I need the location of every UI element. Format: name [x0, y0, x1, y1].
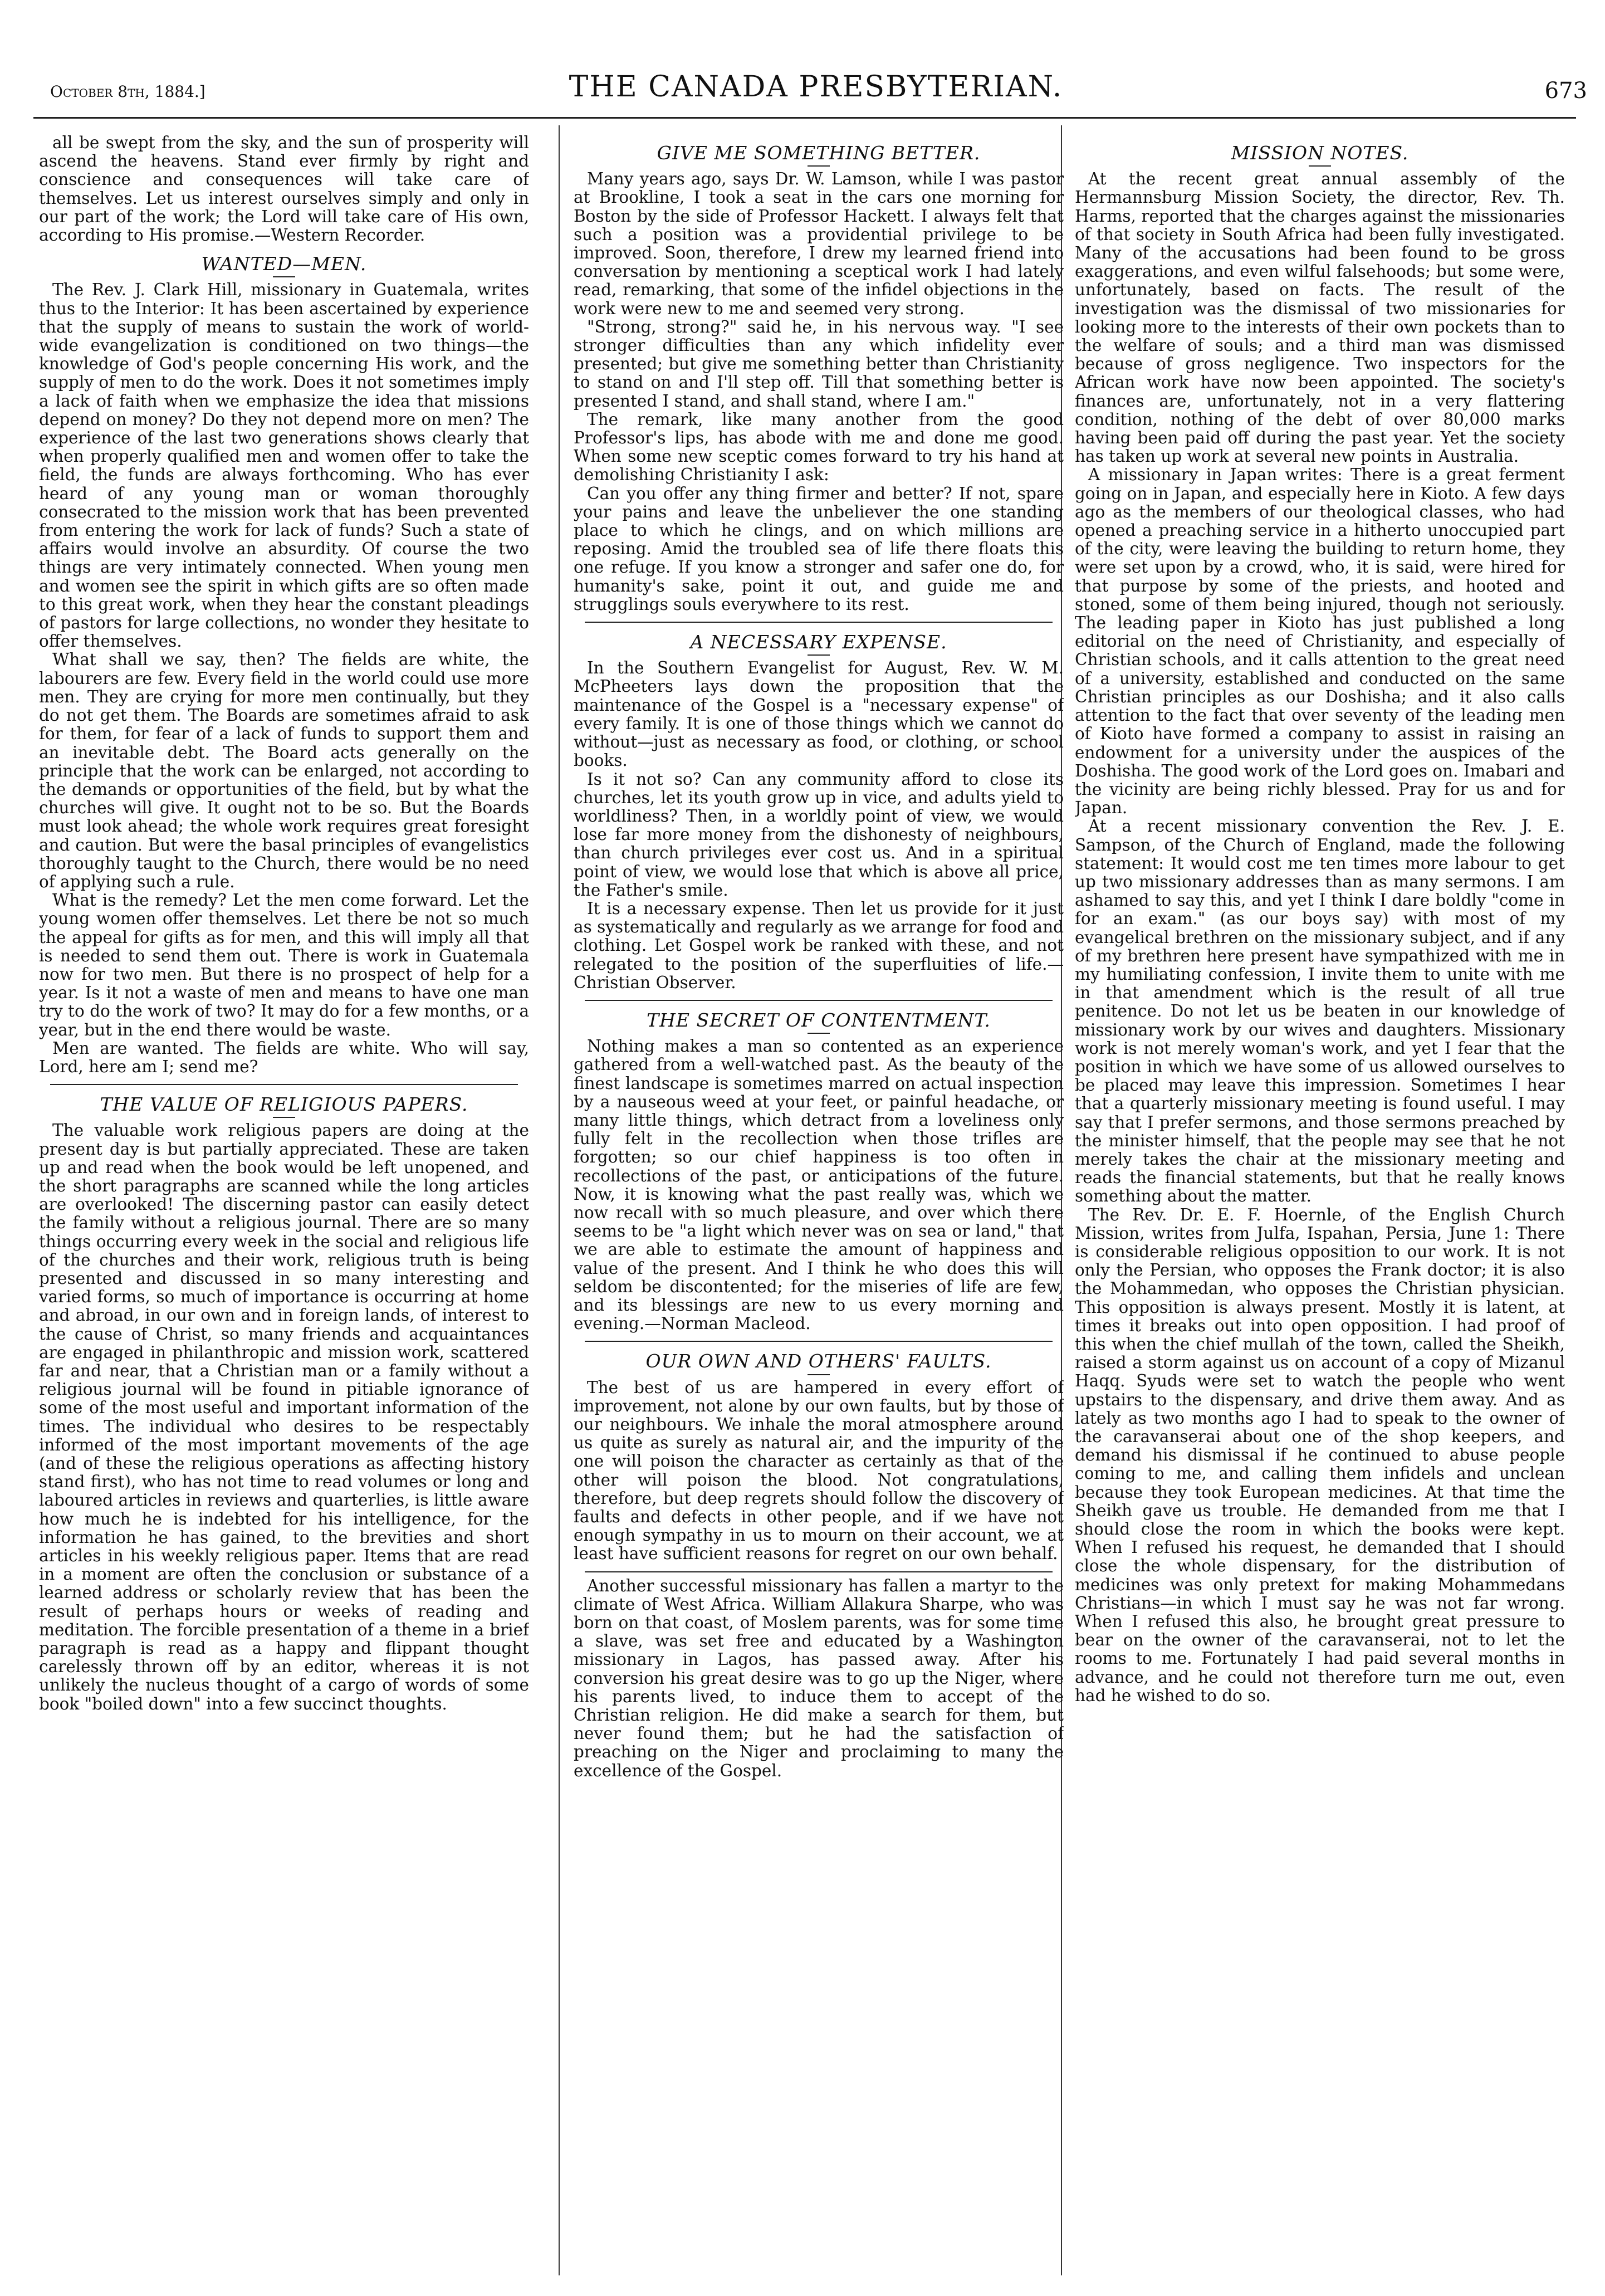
- article-paragraph: What is the remedy? Let the men come forward. Let the young women offer themselves. Let there be not so much the appeal for gifts as for men, and this will imply all that is needed to send them out. There is work in Guatemala now for two men. But there is no prospect of help for a year. Is it not a waste of men and means to have one man try to do the work of two? It may do for a few months, or a year, but in the end there would be waste.: [39, 891, 529, 1039]
- column-middle: [574, 134, 1064, 2267]
- article-paragraph: Nothing makes a man so contented as an experience gathered from a well-watched past. As the beauty of the finest landscape is sometimes marred on actual inspection by a nauseous weed at your feet, or painful headache, or many little things, which detract from a loveliness only fully felt in the recollection when those trifles are forgotten; so our chief happiness is too often in recollections of the past, or anticipations of the future. Now, it is knowing what the past really was, which we now recall with so much pleasure, and over which there seems to be "a light which never was on sea or land," that we are able to estimate the amount of happiness and value of the present. And I think he who does this will seldom be discontented; for the miseries of life are few, and its blessings are new to us every morning and evening.—Norman Macleod.: [574, 1037, 1064, 1333]
- article-title: A NECESSARY EXPENSE.: [574, 633, 1064, 656]
- article-paragraph: Many years ago, says Dr. W. Lamson, while I was pastor at Brookline, I took a seat in the cars one morning for Boston by the side of Professor Hackett. I always felt that such a position was a providential privilege to be improved. Soon, therefore, I drew my learned friend into conversation by mentioning a sceptical work I had lately read, remarking, that some of the infidel objections in the work were new to me and seemed very strong.: [574, 169, 1064, 318]
- article-paragraph: Men are wanted. The fields are white. Who will say, Lord, here am I; send me?: [39, 1038, 529, 1076]
- masthead-title: THE CANADA PRESBYTERIAN.: [569, 70, 1063, 104]
- article-paragraph: The valuable work religious papers are doing at the present day is but partially appreciated. These are taken up and read when the book would be left unopened, and the short paragraphs are scanned while the long articles are overlooked! The discerning pastor can easily detect the family without a religious journal. There are so many things occurring every week in the social and religious life of the churches and their work, religious truth is being presented and discussed in so many interesting and varied forms, so much of importance is occurring at home and abroad, in our own and in foreign lands, of interest to the cause of Christ, so many friends and acquaintances are engaged in philanthropic and mission work, scattered far and near, that a Christian man or a family without a religious journal will be found in pitiable ignorance of some of the most useful and important information of the times. The individual who desires to be respectably informed of the most important movements of the age (and of these the religious operations as affecting history stand first), who has not time to read volumes or long and laboured articles in reviews and quarterlies, is little aware how much he is indebted for his intelligence, for the information he has gained, to the brevities and short articles in his weekly religious paper. Items that are read in a moment are often the conclusion or substance of a learned address or scholarly review that has been the result of perhaps hours or weeks of reading and meditation. The forcible presentation of a theme in a brief paragraph is read as a happy and flippant thought carelessly thrown off by an editor, whereas it is not unlikely the nucleus thought of a cargo of words of some book "boiled down" into a few succinct thoughts.: [39, 1121, 529, 1713]
- page-number: 673: [1544, 78, 1587, 104]
- section-rule: [585, 622, 1053, 623]
- article-paragraph: Is it not so? Can any community afford to close its churches, let its youth grow up in vice, and adults yield to worldliness? Then, in a worldly point of view, we would lose far more money from the dishonesty of neighbours, than church privileges ever cost us. And in a spiritual point of view, we would lose that which is above all price, the Father's smile.: [574, 769, 1064, 900]
- article-paragraph: A missionary in Japan writes: There is a great ferment going on in Japan, and especially here in Kioto. A few days ago as the members of our theological classes, who had opened a preaching service in a hitherto unoccupied part of the city, were leaving the building to return home, they were set upon by a crowd, who, it is said, were hired for that purpose by some of the priests, and hooted and stoned, some of them being injured, though not seriously. The leading paper in Kioto has just published a long editorial on the need of Christianity, and especially of Christian schools, and it calls attention to the great need of a university, established and conducted on the same Christian principles as our Doshisha; and it also calls attention to the fact that over seventy of the leading men of Kioto have formed a company to assist in raising an endowment for a university under the auspices of the Doshisha. The good work of the Lord goes on. Imabari and the vicinity are being richly blessed. Pray for us and for Japan.: [1075, 465, 1565, 818]
- article-paragraph: The Rev. J. Clark Hill, missionary in Guatemala, writes thus to the Interior: It has been ascertained by experience that the supply of means to sustain the work of world-wide evangelization is conditioned on two things—the knowledge of God's people concerning His work, and the supply of men to do the work. Does it not sometimes imply a lack of faith when we emphasize the idea that missions depend on money? Do they not depend more on men? The experience of the last two generations shows clearly that when properly qualified men and women offer to take the field, the funds are always forthcoming. Who has ever heard of any young man or woman thoroughly consecrated to the mission work that has been prevented from entering the work for lack of funds? Such a state of affairs would involve an absurdity. Of course the two things are very intimately connected. When young men and women see the spirit in which gifts are so often made to this great work, when they hear the constant pleadings of pastors for large collections, no wonder they hesitate to offer themselves.: [39, 280, 529, 651]
- article-paragraph: At a recent missionary convention the Rev. J. E. Sampson, of the Church of England, made the following statement: It would cost me ten times more labour to get up two missionary addresses than as many sermons. I am ashamed to say this, and yet I think I dare boldly "come in for an exam." (as our boys say) with most of my evangelical brethren on the missionary subject, and if any of my brethren here present have sympathized with me in my humiliating confession, I invite them to unite with me in that amendment which is the result of all true penitence. Do not let us be beaten in our knowledge of missionary work by our wives and daughters. Missionary work is not merely woman's work, and yet I fear that the position in which we have some of us allowed ourselves to be placed may leave this impression. Sometimes I hear that a quarterly missionary meeting is found useful. I may say that I prefer sermons, and those sermons preached by the minister himself, that the people may see that he not merely takes the chair at the missionary meeting and reads the financial statements, but that he really knows something about the matter.: [1075, 817, 1565, 1206]
- column-left: [39, 134, 529, 2267]
- column-right: [1075, 134, 1565, 2267]
- article-paragraph: In the Southern Evangelist for August, Rev. W. M. McPheeters lays down the proposition that the maintenance of the Gospel is a "necessary expense" of every family. It is one of those things which we cannot do without—just as necessary as food, or clothing, or school books.: [574, 658, 1064, 770]
- article-title: THE SECRET OF CONTENTMENT.: [574, 1011, 1064, 1034]
- section-rule: [50, 1084, 518, 1085]
- header-rule: [33, 117, 1576, 119]
- article-paragraph: "Strong, strong?" said he, in his nervous way. "I see stronger difficulties than any which infidelity ever presented; but give me something better than Christianity to stand on and I'll step off. Till that something better is presented I stand, and shall stand, where I am.": [574, 317, 1064, 411]
- page-header: [39, 66, 1593, 105]
- article-paragraph: At the recent great annual assembly of the Hermannsburg Mission Society, the director, Rev. Th. Harms, reported that the charges against the missionaries of that society in South Africa had been fully investigated. Many of the accusations had been found to be gross exaggerations, and even wilful falsehoods; but some were, unfortunately, based on facts. The result of the investigation was the dismissal of two missionaries for looking more to the interests of their own pockets than to the welfare of souls; and a third man was dismissed because of gross negligence. Two inspectors for the African work have now been appointed. The society's finances are, unfortunately, not in a very flattering condition, nothing of the debt of over 80,000 marks having been paid off during the past year. Yet the society has taken up work at several new points in Australia.: [1075, 169, 1565, 466]
- article-paragraph: It is a necessary expense. Then let us provide for it just as systematically and regularly as we arrange for food and clothing. Let Gospel work be ranked with these, and not relegated to the position of the superfluities of life.—Christian Observer.: [574, 898, 1064, 992]
- article-paragraph: The remark, like many another from the good Professor's lips, has abode with me and done me good. When some new sceptic comes forward to try his hand at demolishing Christianity I ask:: [574, 409, 1064, 485]
- article-paragraph: all be swept from the sky, and the sun of prosperity will ascend the heavens. Stand ever firmly by right and conscience and consequences will take care of themselves. Let us interest ourselves simply and only in our part of the work; the Lord will take care of His own, according to His promise.—Western Recorder.: [39, 134, 529, 245]
- article-title: MISSION NOTES.: [1075, 144, 1565, 167]
- article-paragraph: The best of us are hampered in every effort of improvement, not alone by our own faults, but by those of our neighbours. We inhale the moral atmosphere around us quite as surely as natural air, and the impurity of the one will poison the character as certainly as that of the other will poison the blood. Not congratulations, therefore, but deep regrets should follow the discovery of faults and defects in other people, and if we have not enough sympathy in us to mourn on their account, we at least have sufficient reasons for regret on our own behalf.: [574, 1377, 1064, 1564]
- section-rule: [585, 1571, 1053, 1572]
- section-rule: [585, 1000, 1053, 1001]
- article-title: OUR OWN AND OTHERS' FAULTS.: [574, 1352, 1064, 1375]
- issue-date: October 8th, 1884.]: [50, 82, 205, 101]
- article-paragraph: What shall we say, then? The fields are white, the labourers are few. Every field in the world could use more men. They are crying for more men continually, but they do not get them. The Boards are sometimes afraid to ask for them, for fear of a lack of funds to support them and an inevitable debt. The Board acts generally on the principle that the work can be enlarged, not according to the demands or opportunities of the field, but by what the churches will give. It ought not to be so. But the Boards must look ahead; the whole work requires great foresight and caution. But were the basal principles of evangelistics thoroughly taught to the Church, there would be no need of applying such a rule.: [39, 650, 529, 891]
- article-paragraph: Another successful missionary has fallen a martyr to the climate of West Africa. William Allakura Sharpe, who was born on that coast, of Moslem parents, was for some time a slave, was set free and educated by a Washington missionary in Lagos, has passed away. After his conversion his great desire was to go up the Niger, where his parents lived, to induce them to accept of the Christian religion. He did make a search for them, but never found them; but he had the satisfaction of preaching on the Niger and proclaiming to many the excellence of the Gospel.: [574, 1576, 1064, 1780]
- article-title: GIVE ME SOMETHING BETTER.: [574, 144, 1064, 167]
- article-paragraph: Can you offer any thing firmer and better? If not, spare your pains and leave the unbeliever the one standing place to which he clings, and on which millions are reposing. Amid the troubled sea of life there floats this one refuge. If you know a stronger and safer one do, for humanity's sake, point it out, and guide me and strugglings souls everywhere to its rest.: [574, 483, 1064, 614]
- article-title: WANTED—MEN.: [39, 255, 529, 277]
- section-rule: [585, 1341, 1053, 1342]
- column-divider: [559, 125, 560, 2275]
- article-paragraph: The Rev. Dr. E. F. Hoernle, of the English Church Mission, writes from Julfa, Ispahan, Persia, June 1: There is considerable religious opposition to our work. It is not only the Persian, who opposes the Frank doctor; it is also the Mohammedan, who opposes the Christian physician. This opposition is always present. Mostly it is latent, at times it breaks out into open opposition. I had proof of this when the chief mullah of the town, called the Sheikh, raised a storm against us on account of a copy of Mizanul Haqq. Syuds were set to watch the people who went upstairs to the dispensary, and drive them away. And as lately as two months ago I had to speak to the owner of the caravanserai about one of the shop keepers, and demand his dismissal if he continued to abuse people coming to me, and calling them infidels and unclean because they took European medicines. At that time the Sheikh gave us trouble. He demanded from me that I should close the room in which the books were kept. When I refused his request, he demanded that I should close the whole dispensary, for the distribution of medicines was only pretext for making Mohammedans Christians—in which I must say he was not far wrong. When I refused this also, he brought great pressure to bear on the owner of the caravanserai, not to let the rooms to me. Fortunately I had paid several months in advance, and he could not therefore turn me out, even had he wished to do so.: [1075, 1205, 1565, 1705]
- article-title: THE VALUE OF RELIGIOUS PAPERS.: [39, 1095, 529, 1118]
